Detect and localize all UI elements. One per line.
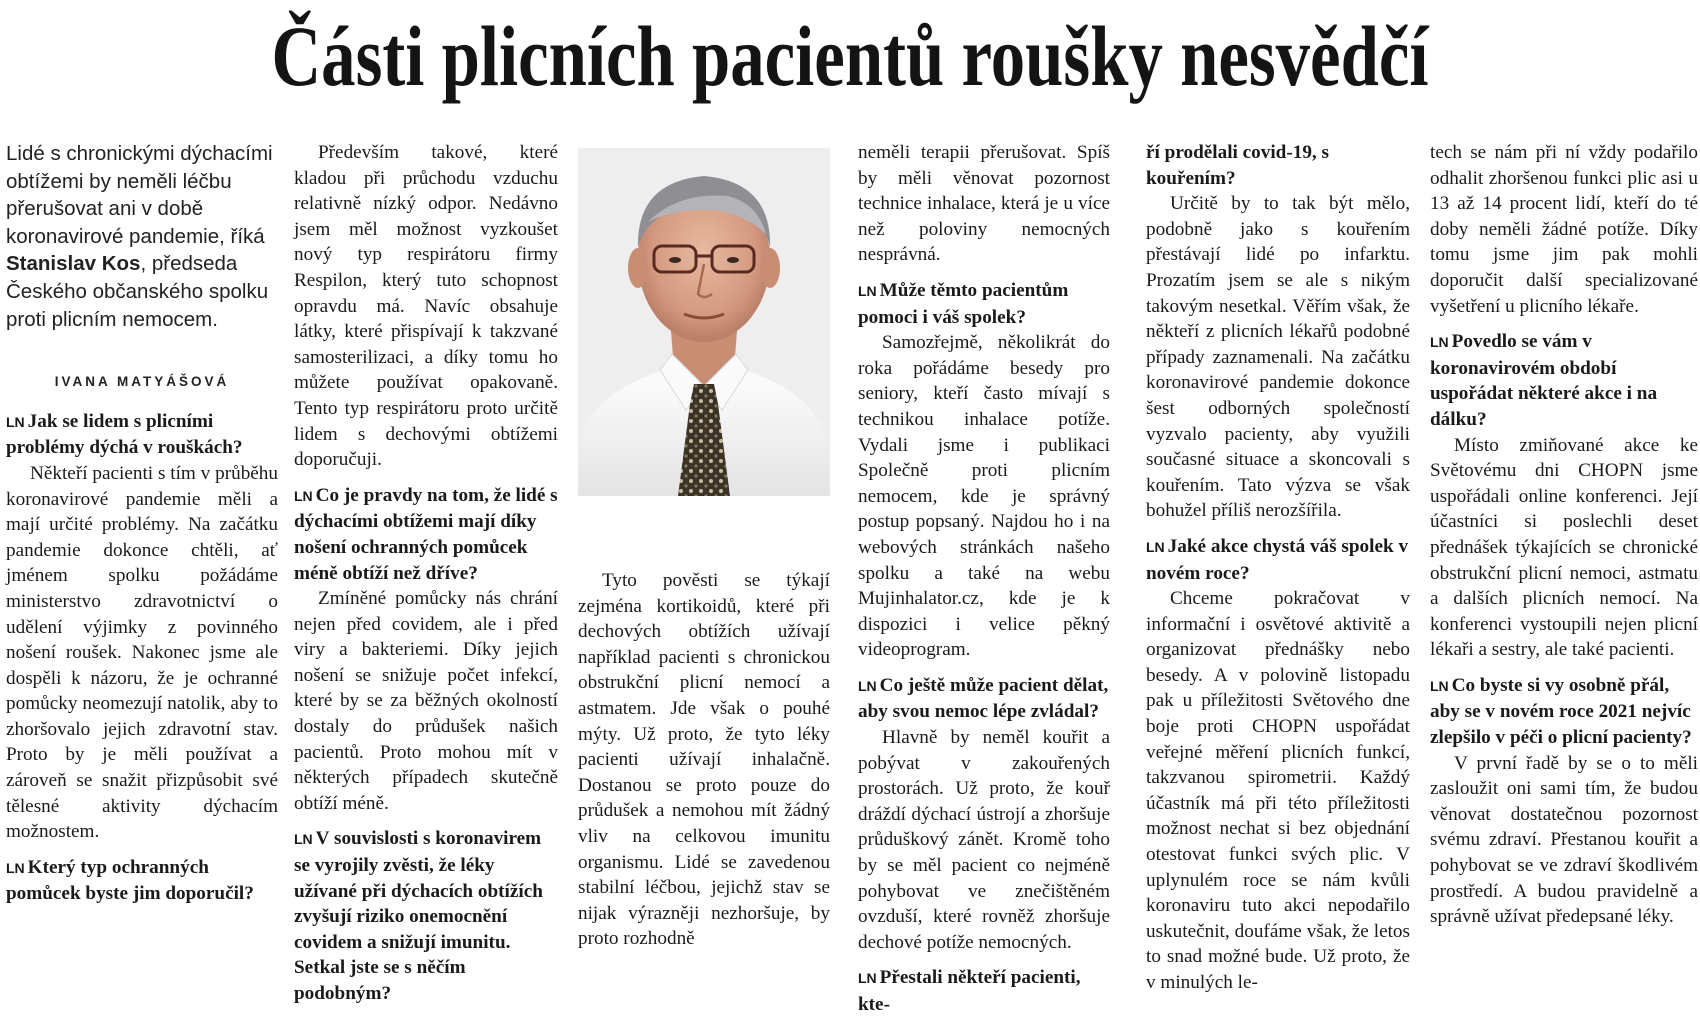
column-6 xyxy=(1430,140,1698,928)
answer-7: Určitě by to tak být mělo, podobně jako s kouřením přestávají lidé po infarktu. Prozatím jsem se ale s nikým takovým nesetkal. Věřím však, že někteří z plicních lékařů podobné případy zaznamenali. Na začátku koronavirové pandemie dokonce šest odborných společností vyzvalo pacienty, aby využili současné situace a skoncovali s kouřením. Tato výzva se však bohužel příliš nerozšířila. xyxy=(1146,193,1410,522)
column-1 xyxy=(6,140,278,905)
ln-marker: LN xyxy=(294,487,313,504)
portrait-illustration xyxy=(578,148,830,496)
answer-6: Hlavně by neměl kouřit a pobývat v zakouřených prostorách. Už proto, že kouř dráždí dýchací ústrojí a zhoršuje průduškový zánět. Kromě toho by se měl pacient co nejméně pohybovat ve znečištěném ovzduší, které rovněž zhoršuje dechové potíže nemocných. xyxy=(858,727,1110,953)
ln-marker: LN xyxy=(858,677,877,694)
question-10 xyxy=(1430,673,1698,751)
question-2 xyxy=(6,855,278,907)
question-9 xyxy=(1430,329,1698,432)
column-4 xyxy=(858,140,1110,1015)
ln-marker: LN xyxy=(1430,677,1449,694)
question-3 xyxy=(294,483,558,586)
ln-marker: LN xyxy=(858,970,877,987)
lead-paragraph xyxy=(6,140,278,333)
column-5 xyxy=(1146,140,1410,993)
lead-text-end: , předseda Českého občanského spolku proti plicním nemocem. xyxy=(6,252,269,331)
answer-4-continued: neměli terapii přerušovat. Spíš by měli věnovat pozornost technice inhalace, která je u více než poloviny nemocných nesprávná. xyxy=(858,142,1110,266)
answer-8: Chceme pokračovat v informační i osvětové aktivitě a organizovat přednášky nebo besedy. A v polovině listopadu pak u příležitosti Světového dne boje proti CHOPN uspořádat veřejné měření plicních funkcí, takzvanou spirometrii. Každý účastník má při této příležitosti možnost nechat si bez objednání otestovat funkci svých plic. V uplynulém roce se nám kvůli koronaviru tuto akci nepodařilo uskutečnit, doufáme však, že letos to snad možné bude. Už proto, že v minulých le- xyxy=(1146,588,1410,993)
answer-10: V první řadě by se o to měli zasloužit oni sami tím, že budou věnovat dostatečnou pozornost svému zdraví. Přestanou kouřit a pohybovat se ve zdraví škodlivém prostředí. A budou pravidelně a správně užívat předepsané léky. xyxy=(1430,752,1698,928)
answer-8-continued: tech se nám při ní vždy podařilo odhalit zhoršenou funkci plic asi u 13 až 14 procent lidí, kteří do té doby neměli žádné potíže. Díky tomu jsme jim pak mohli doporučit další specializované vyšetření u plicního lékaře. xyxy=(1430,142,1698,317)
question-10-text: Co byste si vy osobně přál, aby se v novém roce 2021 nejvíc zlepšilo v péči o plicní pacienty? xyxy=(1430,674,1692,749)
question-6-text: Co ještě může pacient dělat, aby svou nemoc lépe zvládal? xyxy=(858,674,1109,723)
question-5-text: Může těmto pacientům pomoci i váš spolek? xyxy=(858,279,1069,328)
question-4-text: V souvislosti s koronavirem se vyrojily zvěsti, že léky užívané při dýchacích obtížích zvyšují riziko onemocnění covidem a snižují imunitu. Setkal jste se s něčím podobným? xyxy=(294,828,543,1004)
column-2 xyxy=(294,140,558,1004)
ln-marker: LN xyxy=(294,831,313,848)
answer-5: Samozřejmě, několikrát do roka pořádáme besedy pro seniory, kteří často mívají s technikou inhalace potíže. Vydali jsme i publikaci Společně proti plicním nemocem, kde je správný postup popsaný. Najdou ho i na webových stránkách našeho spolku a také na webu Mujinhalator.cz, kde je k dispozici i velice pěkný videoprogram. xyxy=(858,332,1110,661)
ln-marker: LN xyxy=(858,282,877,299)
question-7 xyxy=(858,965,1110,1017)
ln-marker: LN xyxy=(6,859,25,876)
ln-marker: LN xyxy=(1146,538,1165,555)
question-8 xyxy=(1146,534,1410,586)
answer-3: Zmíněné pomůcky nás chrání nejen před covidem, ale i před viry a bakteriemi. Díky jejich nošení se snižuje počet infekcí, které by se za běžných okolností dostaly do průdušek našich pacientů. Proto mohou mít v některých případech skutečně obtíží méně. xyxy=(294,588,558,814)
question-7-text: Přestali někteří pacienti, kte- xyxy=(858,967,1081,1015)
question-1-text: Jak se lidem s plicními problémy dýchá v rouškách? xyxy=(6,410,243,459)
question-5 xyxy=(858,278,1110,330)
question-2-text: Který typ ochranných pomůcek byste jim doporučil? xyxy=(6,856,254,905)
question-6 xyxy=(858,673,1110,725)
question-7-continued: ří prodělali covid-19, s kouřením? xyxy=(1146,142,1329,189)
answer-1: Někteří pacienti s tím v průběhu koronavirové pandemie měli a mají určité problémy. Na začátku pandemie dokonce chtěli, ať jménem spolku požádáme ministerstvo zdravotnictví o udělení výjimky z povinného nošení roušek. Nakonec jsme ale dospěli k názoru, že je ochranné pomůcky neomezují natolik, aby to zhoršovalo jejich zdravotní stav. Proto by je měli používat a zároveň se snažit přizpůsobit své tělesné aktivity dýchacím možnostem. xyxy=(6,462,278,843)
headline: Části plicních pacientů roušky nesvědčí xyxy=(271,8,1429,104)
ln-marker: LN xyxy=(6,413,25,430)
lead-text-start: Lidé s chronickými dýchacími obtížemi by neměli léčbu přerušovat ani v době koronavirové pandemie, říká xyxy=(6,142,273,248)
question-8-text: Jaké akce chystá váš spolek v novém roce? xyxy=(1146,535,1409,584)
portrait-photo xyxy=(578,148,830,496)
answer-4: Tyto pověsti se týkají zejména kortikoidů, které při dechových obtížích užívají například pacienti s chronickou obstrukční plicní nemocí a astmatem. Jde však o pouhé mýty. Už proto, že tyto léky pacienti užívají inhalačně. Dostanou se proto pouze do průdušek a nemohou mít žádný vliv na celkovou imunitu organismu. Lidé se zavedenou stabilní léčbou, jejichž stav se nijak výrazněji nezhoršuje, by proto rozhodně xyxy=(578,570,830,950)
ln-marker: LN xyxy=(1430,334,1449,351)
question-4 xyxy=(294,826,558,1006)
question-1 xyxy=(6,409,278,461)
answer-9: Místo zmiňované akce ke Světovému dni CHOPN jsme uspořádali online konferenci. Její účastníci si poslechli deset přednášek týkajících se chronické obstrukční plicní nemoci, astmatu a dalších plicních nemocí. Na konferenci vystoupili nejen plicní lékaři a sestry, ale také pacienti. xyxy=(1430,434,1698,661)
answer-2: Především takové, které kladou při průchodu vzduchu relativně nízký odpor. Nedávno jsem měl možnost vyzkoušet nový typ respirátoru firmy Respilon, který tuto schopnost opravdu má. Navíc obsahuje látky, které přispívají k takzvané samosterilizaci, a díky tomu ho můžete používat opakovaně. Tento typ respirátoru proto určitě lidem s dechovými obtížemi doporučuji. xyxy=(294,142,558,471)
question-3-text: Co je pravdy na tom, že lidé s dýchacími obtížemi mají díky nošení ochranných pomůcek méně obtíží než dříve? xyxy=(294,484,558,584)
column-3 xyxy=(578,568,830,950)
author-byline: IVANA MATYÁŠOVÁ xyxy=(54,374,230,390)
interviewee-name: Stanislav Kos xyxy=(6,252,141,276)
question-9-text: Povedlo se vám v koronavirovém období uspořádat některé akce i na dálku? xyxy=(1430,331,1658,430)
